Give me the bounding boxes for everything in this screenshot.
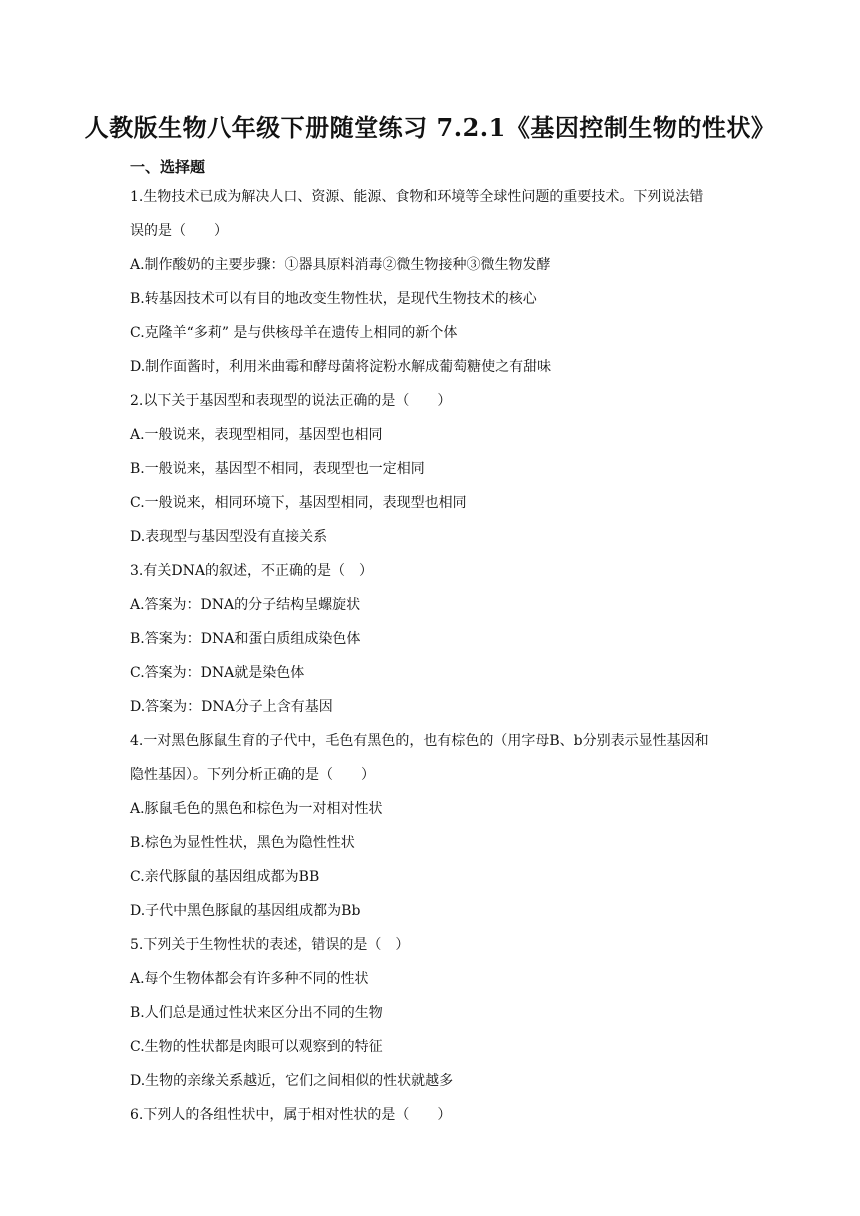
q1-option-d: D.制作面酱时，利用米曲霉和酵母菌将淀粉水解成葡萄糖使之有甜味 bbox=[130, 359, 552, 375]
q3-option-c: C.答案为：DNA就是染色体 bbox=[130, 665, 305, 681]
q4-option-d: D.子代中黑色豚鼠的基因组成都为Bb bbox=[130, 903, 361, 919]
q2-option-d: D.表现型与基因型没有直接关系 bbox=[130, 529, 328, 545]
q4-option-b: B.棕色为显性性状，黑色为隐性性状 bbox=[130, 835, 355, 851]
section-heading: 一、选择题 bbox=[130, 158, 206, 176]
q5-stem: 5.下列关于生物性状的表述，错误的是（ ） bbox=[130, 937, 410, 953]
q2-stem: 2.以下关于基因型和表现型的说法正确的是（ ） bbox=[130, 393, 452, 409]
q6-stem: 6.下列人的各组性状中，属于相对性状的是（ ） bbox=[130, 1107, 452, 1123]
q5-option-a: A.每个生物体都会有许多种不同的性状 bbox=[130, 971, 369, 987]
q3-stem: 3.有关DNA的叙述，不正确的是（ ） bbox=[130, 563, 373, 579]
q3-option-b: B.答案为：DNA和蛋白质组成染色体 bbox=[130, 631, 361, 647]
q1-stem-line2: 误的是（ ） bbox=[130, 223, 228, 239]
q4-option-c: C.亲代豚鼠的基因组成都为BB bbox=[130, 869, 320, 885]
q5-option-b: B.人们总是通过性状来区分出不同的生物 bbox=[130, 1005, 383, 1021]
q1-option-a: A.制作酸奶的主要步骤：①器具原料消毒②微生物接种③微生物发酵 bbox=[130, 257, 551, 273]
q5-option-d: D.生物的亲缘关系越近，它们之间相似的性状就越多 bbox=[130, 1073, 454, 1089]
q4-option-a: A.豚鼠毛色的黑色和棕色为一对相对性状 bbox=[130, 801, 383, 817]
q2-option-b: B.一般说来，基因型不相同，表现型也一定相同 bbox=[130, 461, 425, 477]
q3-option-d: D.答案为：DNA分子上含有基因 bbox=[130, 699, 333, 715]
q1-option-b: B.转基因技术可以有目的地改变生物性状，是现代生物技术的核心 bbox=[130, 291, 537, 307]
q3-option-a: A.答案为：DNA的分子结构呈螺旋状 bbox=[130, 597, 361, 613]
q4-stem-line2: 隐性基因）。下列分析正确的是（ ） bbox=[130, 767, 375, 783]
q2-option-c: C.一般说来，相同环境下，基因型相同，表现型也相同 bbox=[130, 495, 467, 511]
q1-option-c: C.克隆羊“多莉” 是与供核母羊在遗传上相同的新个体 bbox=[130, 325, 458, 341]
document-title: 人教版生物八年级下册随堂练习 7.2.1《基因控制生物的性状》 bbox=[84, 113, 776, 142]
q4-stem-line1: 4.一对黑色豚鼠生育的子代中，毛色有黑色的，也有棕色的（用字母B、b分别表示显性基因和 bbox=[130, 733, 709, 749]
q2-option-a: A.一般说来，表现型相同，基因型也相同 bbox=[130, 427, 383, 443]
q1-stem-line1: 1.生物技术已成为解决人口、资源、能源、食物和环境等全球性问题的重要技术。下列说法错 bbox=[130, 189, 704, 205]
q5-option-c: C.生物的性状都是肉眼可以观察到的特征 bbox=[130, 1039, 383, 1055]
